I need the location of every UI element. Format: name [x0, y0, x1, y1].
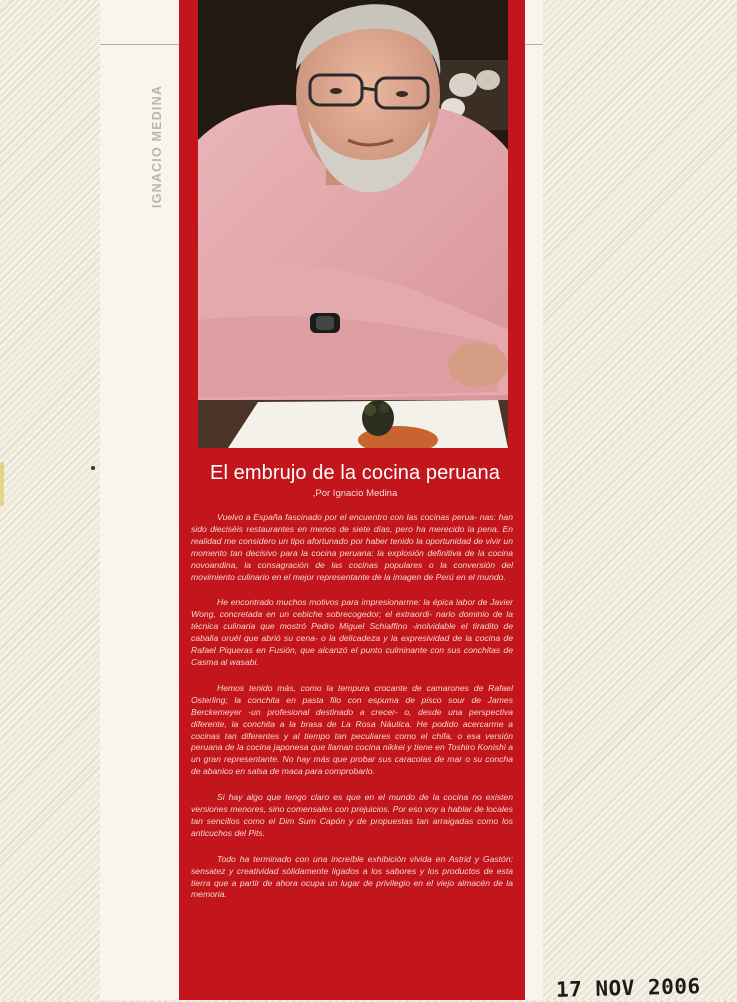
date-stamp: 17 NOV 2006	[555, 974, 701, 1002]
header-rule-left	[100, 44, 180, 45]
article-paragraph: Vuelvo a España fascinado por el encuentro con las cocinas perua- nas: han sido dieciséis restaurantes en menos de siete días, pero ha merecido la pena. En realidad me considero un tipo afortunado por haber tenido la oportunidad de vivir un momento tan decisivo para la cocina peruana: la explosión definitiva de la cocina novoandina, la consagración de las cocinas populares o la conversión del movimiento culinario en el mejor representante de la imagen de Perú en el mundo.	[191, 512, 513, 582]
article-paragraph: Hemos tenido más, como la tempura crocante de camarones de Rafael Osterling; la conchita en pasta filo con espuma de pisco sour de James Berckemeyer -un profesional destinado a crecer- o, desde una perspectiva diferente, la conchita a la brasa de La Rosa Náutica. He podido acercarme a cocinas tan diferentes y al tiempo tan peculiares como el chifa, o esa versión peruana de la cocina japonesa que llaman cocina nikkei y tiene en Toshiro Konishi a un gran representante. No hay más que probar sus caracolas de mar o su concha de abanico en salsa de maca para comprobarlo.	[191, 682, 513, 777]
side-author-label: IGNACIO MEDINA	[150, 84, 164, 208]
article-byline: ,Por Ignacio Medina	[312, 488, 398, 499]
portrait-illustration	[198, 0, 508, 448]
edge-highlight-mark	[0, 462, 4, 506]
ink-dot	[91, 466, 95, 470]
article-paragraph: Si hay algo que tengo claro es que en el mundo de la cocina no existen versiones menores, sino comensales con prejuicios. Por eso voy a hablar de locales tan sencillos como el Dim Sum Capón y de propuestas tan arraigadas como los anticuchos del Pits.	[191, 792, 513, 838]
article-paragraph: Todo ha terminado con una increíble exhibición vivida en Astrid y Gastón: sensatez y creatividad sólidamente ligados a los sabores y los productos de esta tierra que a partir de ahora ocupa un lugar de privilegio en el viejo almacén de la memoria.	[191, 853, 513, 900]
header-rule-right	[525, 44, 543, 45]
article-body	[191, 512, 513, 915]
article-title: El embrujo de la cocina peruana	[210, 462, 500, 484]
article-paragraph: He encontrado muchos motivos para impresionarme: la épica labor de Javier Wong, concretada en un cebiche sobrecogedor; el extraordi- nario dominio de la técnica culinaria que mostró Pedro Miguel Schiaffino -inolvidable el tiradito de caballa oruél que abrió su cena- o la delicadeza y la expresividad de la cocina de Rafael Piqueras en Fusión, que alcanzó el punto culminante con sus conchitas de Casma al wasabi.	[191, 597, 513, 667]
author-portrait-photo	[198, 0, 508, 448]
